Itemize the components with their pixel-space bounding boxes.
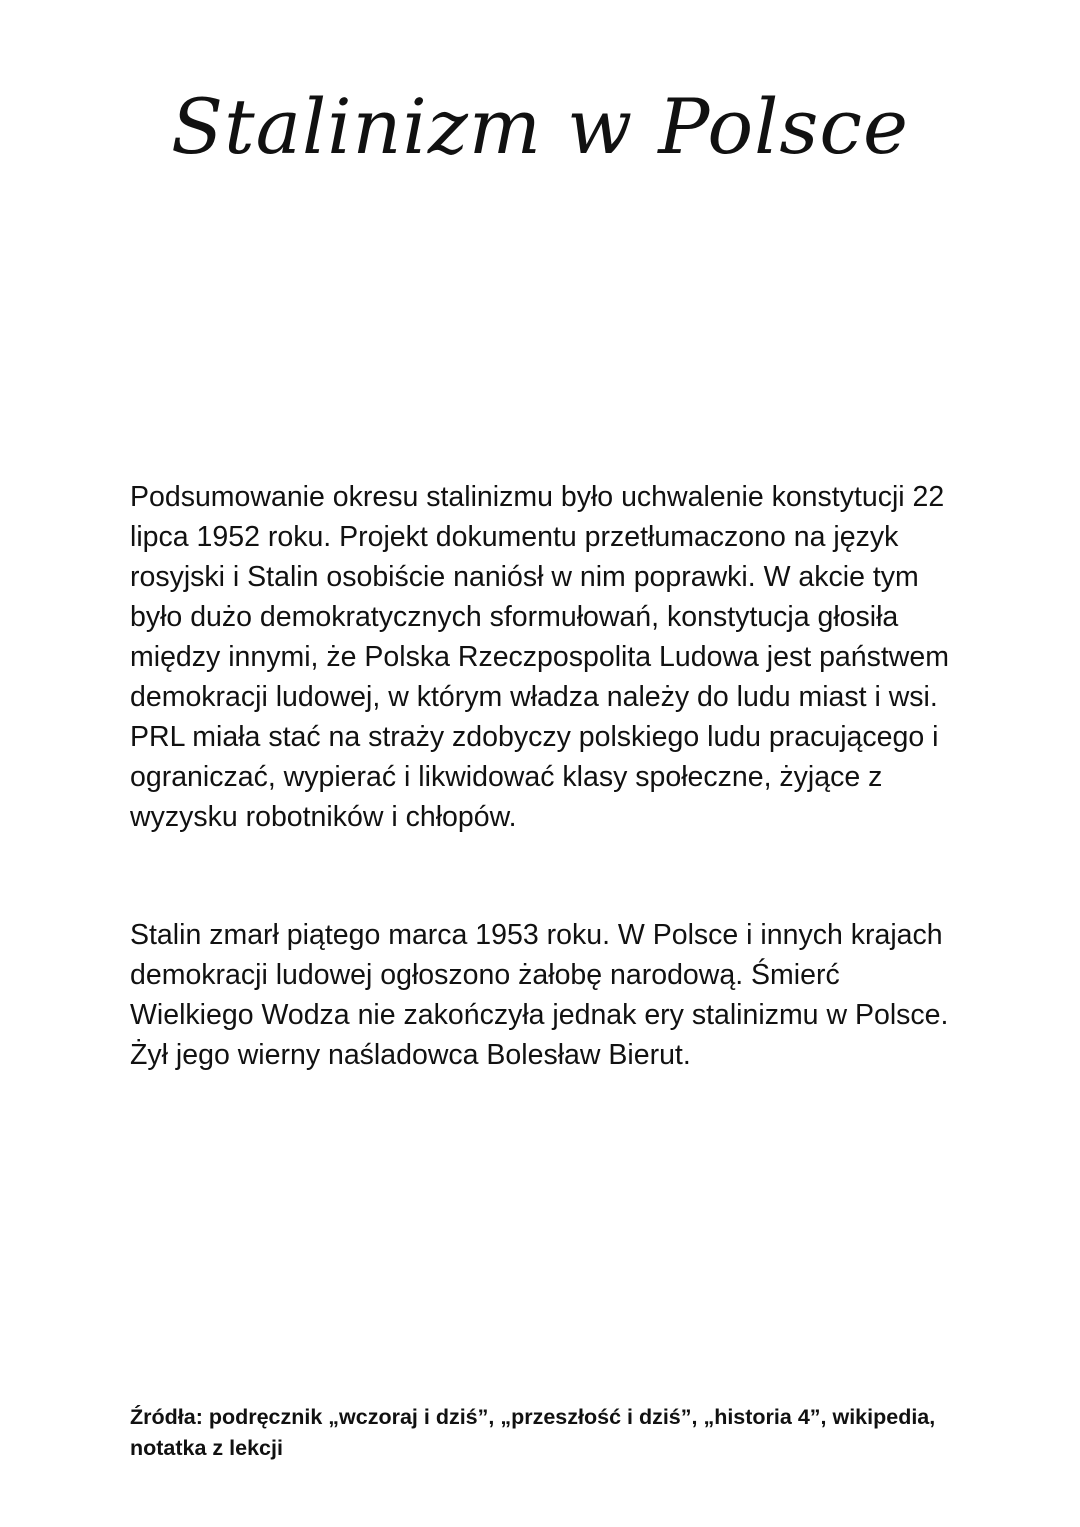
paragraph-constitution: Podsumowanie okresu stalinizmu było uchwalenie konstytucji 22 lipca 1952 roku. Projekt dokumentu przetłumaczono na język rosyjski i Stalin osobiście naniósł w nim poprawki. W akcie tym było dużo demokratycznych sformułowań, konstytucja głosiła między innymi, że Polska Rzeczpospolita Ludowa jest państwem demokracji ludowej, w którym władza należy do ludu miast i wsi. PRL miała stać na straży zdobyczy polskiego ludu pracującego i ograniczać, wypierać i likwidować klasy społeczne, żyjące z wyzysku robotników i chłopów. [130,481,949,833]
page-title: Stalinizm w Polsce [171,82,909,171]
sources-note: Źródła: podręcznik „wczoraj i dziś”, „przeszłość i dziś”, „historia 4”, wikipedia, notatka z lekcji [130,1405,936,1460]
paragraph-stalin-death: Stalin zmarł piątego marca 1953 roku. W Polsce i innych krajach demokracji ludowej ogłoszono żałobę narodową. Śmierć Wielkiego Wodza nie zakończyła jednak ery stalinizmu w Polsce. Żył jego wierny naśladowca Bolesław Bierut. [130,919,949,1071]
